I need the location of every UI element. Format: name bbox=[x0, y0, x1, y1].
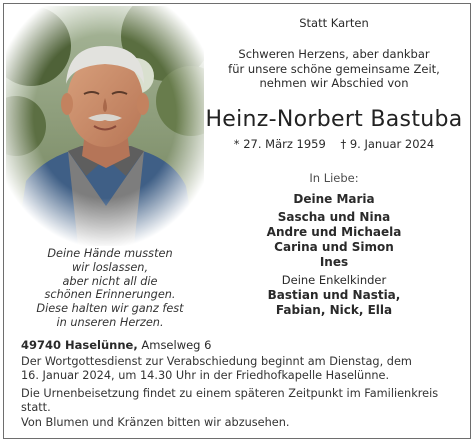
children-item: Sascha und Nina bbox=[277, 210, 391, 224]
urn-notice bbox=[21, 387, 438, 415]
urn-line: statt. bbox=[21, 401, 51, 415]
intro-line: für unsere schöne gemeinsame Zeit, bbox=[228, 61, 440, 76]
header-note: Statt Karten bbox=[299, 16, 369, 30]
flowers-notice: Von Blumen und Kränzen bitten wir abzusehen. bbox=[21, 416, 290, 429]
grandchildren-item: Bastian und Nastia, bbox=[267, 288, 401, 302]
children-item: Carina und Simon bbox=[274, 240, 394, 254]
address-street: Amselweg 6 bbox=[137, 338, 212, 352]
family-address bbox=[21, 338, 211, 352]
birth-date: * 27. März 1959 bbox=[233, 137, 326, 151]
quote-line: aber nicht all die bbox=[62, 274, 158, 288]
intro-line: Schweren Herzens, aber dankbar bbox=[238, 47, 430, 61]
quote-line: in unseren Herzen. bbox=[56, 315, 164, 329]
death-date: † 9. Januar 2024 bbox=[340, 137, 435, 151]
grandchildren-label: Deine Enkelkinder bbox=[281, 273, 387, 287]
spouse-name: Deine Maria bbox=[293, 192, 375, 206]
service-notice bbox=[21, 355, 412, 383]
quote-line: Diese halten wir ganz fest bbox=[36, 302, 184, 316]
children-item: Ines bbox=[319, 255, 349, 269]
children-item: Andre und Michaela bbox=[266, 225, 402, 239]
quote-line: Deine Hände mussten bbox=[47, 247, 173, 260]
grandchildren-item: Fabian, Nick, Ella bbox=[275, 303, 393, 317]
grandchildren-list bbox=[200, 288, 468, 318]
service-line: Der Wortgottesdienst zur Verabschiedung beginnt am Dienstag, dem bbox=[21, 355, 412, 368]
intro-text bbox=[200, 47, 468, 91]
portrait-image bbox=[6, 6, 204, 246]
life-dates bbox=[200, 137, 468, 151]
deceased-name: Heinz-Norbert Bastuba bbox=[205, 107, 463, 132]
memorial-quote bbox=[20, 247, 200, 330]
portrait-photo bbox=[6, 6, 204, 246]
children-list bbox=[200, 210, 468, 270]
urn-line: Die Urnenbeisetzung findet zu einem späteren Zeitpunkt im Familienkreis bbox=[21, 387, 439, 400]
intro-line: nehmen wir Abschied von bbox=[259, 76, 409, 90]
in-liebe-label: In Liebe: bbox=[309, 171, 359, 185]
quote-line: wir loslassen, bbox=[71, 260, 149, 274]
service-line: 16. Januar 2024, um 14.30 Uhr in der Friedhofkapelle Haselünne. bbox=[21, 369, 390, 383]
quote-line: schönen Erinnerungen. bbox=[44, 288, 176, 302]
obituary-card bbox=[3, 3, 471, 439]
address-city: 49740 Haselünne, bbox=[21, 338, 138, 352]
